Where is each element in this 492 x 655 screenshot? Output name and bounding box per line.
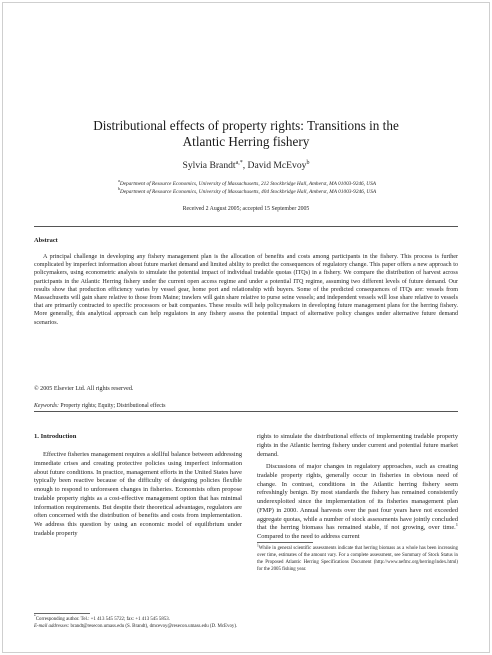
authors xyxy=(40,160,452,172)
title-line-1: Distributional effects of property rights: Transitions in the xyxy=(93,118,399,133)
keywords-label: Keywords: xyxy=(34,403,59,409)
email-addresses: brandt@resecon.umass.edu (S. Brandt), dmcevoy@resecon.umass.edu (D. McEvoy). xyxy=(69,624,238,629)
footnote-rule-right xyxy=(257,542,313,543)
affiliation-b xyxy=(62,185,432,197)
abstract-top-rule xyxy=(34,226,458,227)
author-2: David McEvoy xyxy=(247,160,307,171)
email-label: E-mail addresses: xyxy=(34,624,70,629)
author-1: Sylvia Brandt xyxy=(182,160,236,171)
section-heading-introduction: 1. Introduction xyxy=(34,433,77,440)
affiliation-b-text: Department of Resource Economics, University of Massachusetts, 404 Stockbridge Hall, Amherst, MA 01003-9246, USA xyxy=(119,188,377,195)
footnote-1-text: While in general scientific assessments indicate that herring biomass as a whole has been increasing over time, estimates of the amount vary. For a complete assessment, see Summary of Stock Status in the Proposed Atlantic Herring Specifications Document (http://www.nefmc.org/herring/index.html) for the 2005 fishing year. xyxy=(257,546,458,572)
corresponding-mark: * xyxy=(34,614,36,619)
received-dates: Received 2 August 2005; accepted 15 September 2005 xyxy=(182,206,310,212)
author-2-affil-mark: b xyxy=(306,159,310,166)
abstract-heading: Abstract xyxy=(34,237,58,244)
intro-left-column xyxy=(34,451,242,539)
keywords-text: Property rights; Equity; Distributional effects xyxy=(58,403,166,409)
affiliation-b-mark: b xyxy=(117,185,120,191)
keywords-bottom-rule xyxy=(34,411,458,412)
keywords xyxy=(34,402,166,410)
corresponding-author-line xyxy=(34,616,242,623)
intro-right-column-continuation xyxy=(257,433,458,459)
corresponding-author-footnote xyxy=(34,616,242,630)
email-line xyxy=(34,623,242,630)
affiliation-a-mark: a xyxy=(117,178,120,184)
intro-paragraph-2-text-a: Discussions of major changes in regulatory approaches, such as creating tradable property rights, generally occur in fisheries in obvious need of change. In contrast, conditions in the Atlantic herring fishery seem refreshingly benign. By most standards the fishery has remained consistently underexploited since the implementation of its fisheries management plan (FMP) in 2000. Annual harvests over the past four years have not exceeded aggregate quotas, while a number of stock assessments have jointly concluded that the herring biomass has remained stable, if not growing, over time. xyxy=(257,463,458,532)
intro-paragraph-2-text-b: Compared to the need to address current xyxy=(257,533,360,540)
footnote-1-ref: 1 xyxy=(455,522,458,528)
intro-paragraph-1-continued: rights to simulate the distributional effects of implementing tradable property rights in the Atlantic herring fishery under current and potential future market demand. xyxy=(257,433,458,458)
footnote-rule-left xyxy=(34,613,90,614)
title-line-2: Atlantic Herring fishery xyxy=(182,134,310,149)
footnote-1-mark: 1 xyxy=(257,543,259,548)
corresponding-author-text: Corresponding author. Tel.: +1 413 545 5722; fax: +1 413 545 5853. xyxy=(35,617,170,622)
author-1-affil-mark: a,* xyxy=(235,159,243,166)
intro-paragraph-1: Effective fisheries management requires a skillful balance between addressing immediate crises and creating protective policies using imperfect information about future conditions. In practice, management efforts in the United States have typically been reactive because of the difficulty of designing policies flexible enough to respond to unforeseen changes in fisheries. Economists often propose tradable property rights as a cost-effective management option that has minimal information requirements. But despite their theoretical advantages, regulators are often concerned with the distribution of benefits and costs from implementation. We address this question by using an economic model of equilibrium under tradable property xyxy=(34,451,242,537)
abstract-text: A principal challenge in developing any fishery management plan is the allocation of benefits and costs among participants in the fishery. This process is further complicated by imperfect information about future market demand and limited ability to predict the consequences of regulatory change. This paper offers a new approach to policymakers, using econometric analysis to simulate the potential impact of individual tradable quotas (ITQs) in a fishery. We compare the distribution of harvest across participants in the Atlantic Herring fishery under the current open access regime and under a potential ITQ regime, assuming two different levels of future demand. Our results show that production efficiency varies by vessel gear, home port and relationship with buyers. Some of the predicted consequences of ITQs are: vessels from Massachusetts will gain share relative to those from Maine; trawlers will gain share relative to purse seine vessels; and independent vessels will lose share relative to vessels that are primarily contracted to specific processors or bait companies. These results will help policymakers in developing future management plans for the herring fishery. More generally, this analytical approach can help regulators in any fishery assess the potential impact of alternative policy changes under alternative future demand scenarios. xyxy=(34,254,458,326)
intro-right-column xyxy=(257,463,458,542)
author-separator: , xyxy=(242,160,248,171)
copyright-line: © 2005 Elsevier Ltd. All rights reserved. xyxy=(34,386,134,392)
intro-paragraph-2 xyxy=(257,463,458,542)
affiliation-a-text: Department of Resource Economics, University of Massachusetts, 212 Stockbridge Hall, Amherst, MA 01003-9246, USA xyxy=(119,181,377,187)
footnote-1 xyxy=(257,545,458,573)
affiliations xyxy=(62,178,432,196)
paper-title xyxy=(40,118,452,150)
